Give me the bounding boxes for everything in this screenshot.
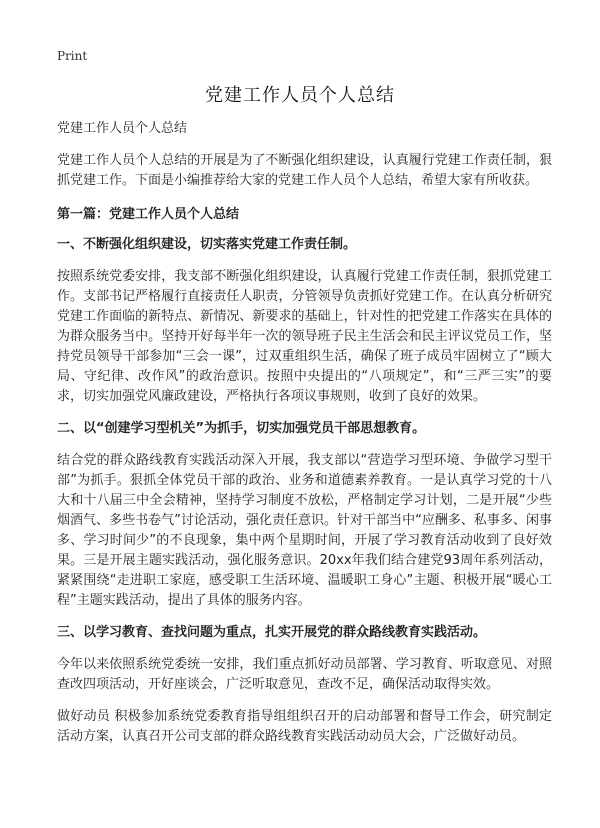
part1-paragraph: 按照系统党委安排，我支部不断强化组织建设，认真履行党建工作责任制，狠抓党建工作。支部书记严格履行直接责任人职责，分管领导负责抓好党建工作。在认真分析研究党建工作面临的新特点、新情况、新要求的基础上，针对性的把党建工作落实在具体的为群众服务当中。坚持开好每半年一次的领导班子民主生活会和民主评议党员工作，坚持党员领导干部参加“三会一课”，过双重组织生活，确保了班子成员牢固树立了“顾大局、守纪律、改作风”的政治意识。按照中央提出的“八项规定”，和“三严三实”的要求，切实加强党风廉政建设，严格执行各项议事规则，收到了良好的效果。 <box>57 269 552 404</box>
document-title: 党建工作人员个人总结 <box>205 85 395 106</box>
part2-heading: 二、以“创建学习型机关”为抓手，切实加强党员干部思想教育。 <box>57 421 426 436</box>
document-subtitle: 党建工作人员个人总结 <box>57 121 188 136</box>
section-heading: 第一篇：党建工作人员个人总结 <box>57 207 240 222</box>
part3-paragraph-1: 今年以来依照系统党委统一安排，我们重点抓好动员部署、学习教育、听取意见、对照查改四项活动，开好座谈会，广泛听取意见，查改不足，确保活动取得实效。 <box>57 657 552 692</box>
document-body <box>57 119 552 747</box>
intro-paragraph: 党建工作人员个人总结的开展是为了不断强化组织建设，认真履行党建工作责任制，狠抓党建工作。下面是小编推荐给大家的党建工作人员个人总结，希望大家有所收获。 <box>57 153 552 188</box>
part2-paragraph: 结合党的群众路线教育实践活动深入开展，我支部以“营造学习型环境、争做学习型干部”为抓手。狠抓全体党员干部的政治、业务和道德素养教育。一是认真学习党的十八大和十八届三中全会精神，坚持学习制度不放松，严格制定学习计划，二是开展“少些烟酒气、多些书卷气”讨论活动，强化责任意识。针对干部当中“应酬多、私事多、闲事多、学习时间少”的不良现象，集中两个星期时间，开展了学习教育活动收到了良好效果。三是开展主题实践活动，强化服务意识。20xx年我们结合建党93周年系列活动，紧紧围绕“走进职工家庭，感受职工生活环境、温暖职工身心”主题、积极开展“暖心工程”主题实践活动，提出了具体的服务内容。 <box>57 453 552 608</box>
part3-paragraph-2: 做好动员 积极参加系统党委教育指导组组织召开的启动部署和督导工作会，研究制定活动方案，认真召开公司支部的群众路线教育实践活动动员大会，广泛做好动员。 <box>57 709 552 744</box>
part3-heading: 三、以学习教育、查找问题为重点，扎实开展党的群众路线教育实践活动。 <box>57 625 487 640</box>
print-link[interactable]: Print <box>57 49 88 63</box>
part1-heading: 一、不断强化组织建设，切实落实党建工作责任制。 <box>57 237 357 252</box>
